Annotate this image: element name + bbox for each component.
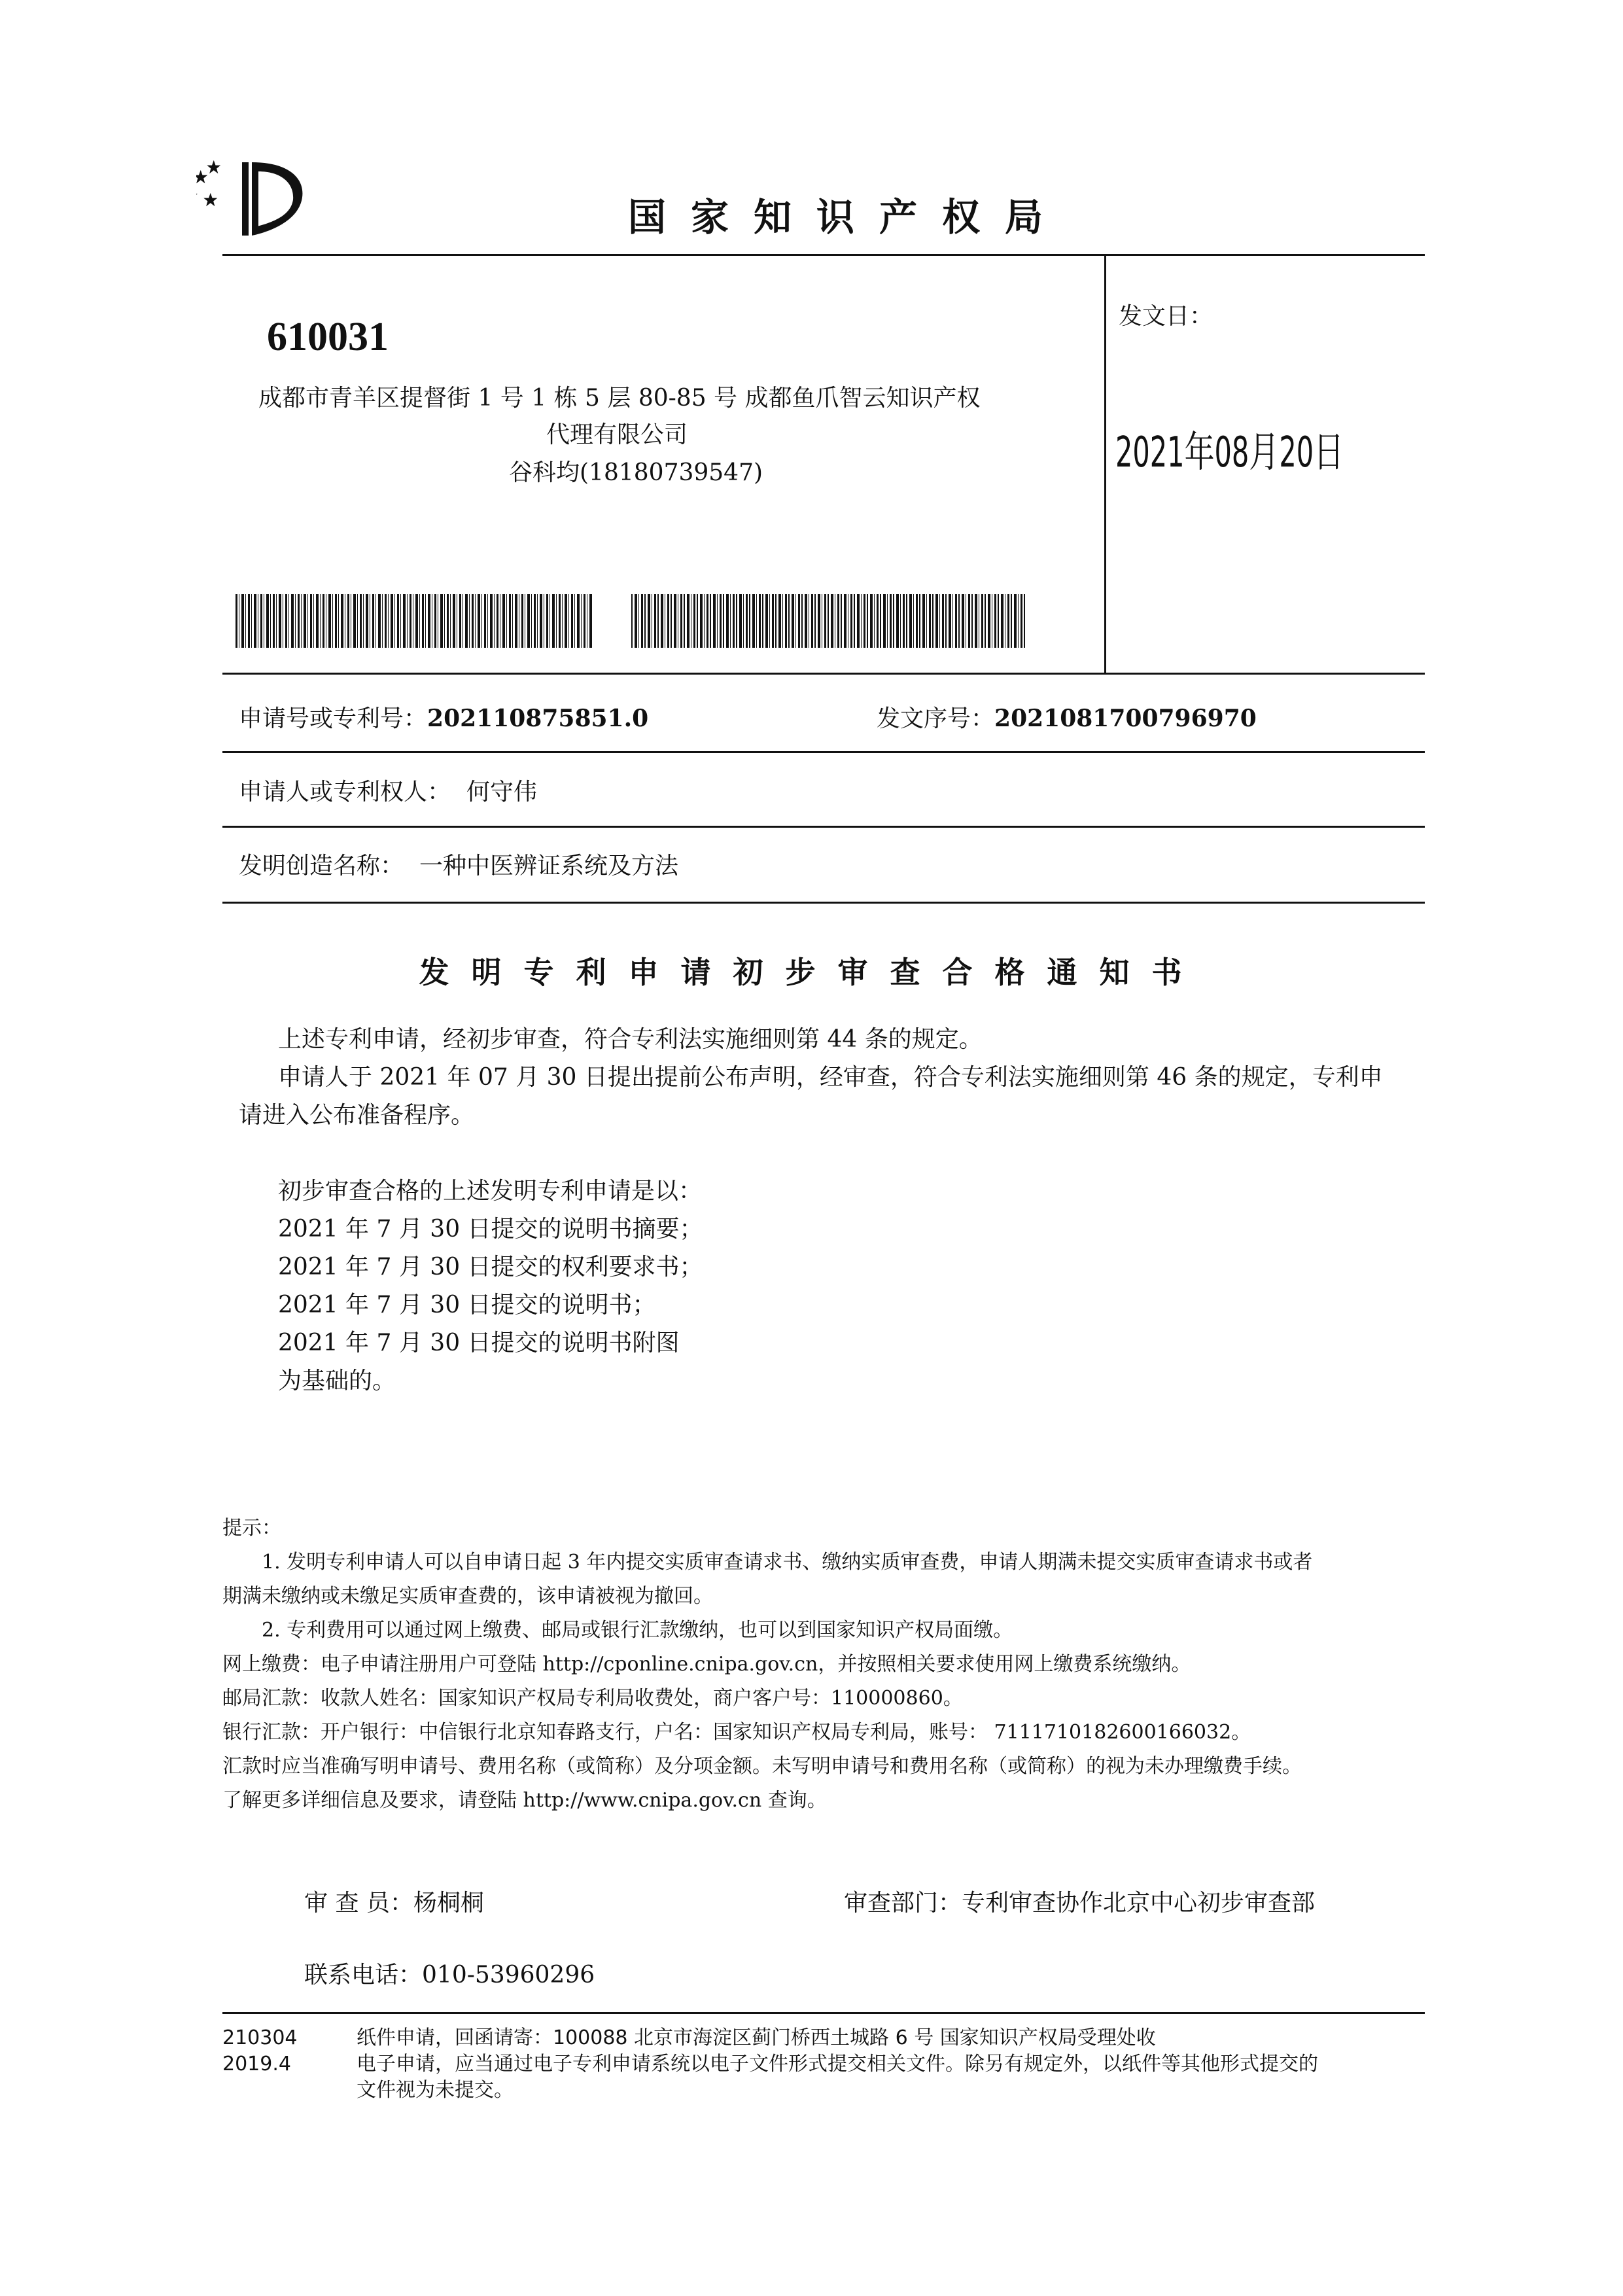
row-rule-3 (222, 902, 1425, 904)
footer-rule (222, 2012, 1425, 2014)
phone-label: 联系电话： (304, 1962, 423, 1988)
office-name: 国家知识产权局 (628, 195, 1068, 239)
body-paragraph-1: 上述专利申请，经初步审查，符合专利法实施细则第 44 条的规定。 (278, 1026, 983, 1053)
serial-number: 2021081700796970 (994, 705, 1257, 732)
basis-end: 为基础的。 (278, 1368, 396, 1394)
invention-name: 一种中医辨证系统及方法 (419, 853, 679, 879)
serial-number-label: 发文序号： (877, 705, 995, 732)
address-line-1: 成都市青羊区提督街 1 号 1 栋 5 层 80-85 号 成都鱼爪智云知识产权 (258, 385, 981, 412)
footer-line-1: 纸件申请，回函请寄：100088 北京市海淀区蓟门桥西土城路 6 号 国家知识产权局受理处收 (357, 2026, 1156, 2049)
applicant: 何守伟 (466, 779, 538, 805)
tip-bank: 银行汇款：开户银行：中信银行北京知春路支行，户名：国家知识产权局专利局，账号： 7111710182600166032。 (222, 1721, 1251, 1744)
department: 专利审查协作北京中心初步审查部 (962, 1890, 1316, 1916)
department-label: 审查部门： (844, 1890, 962, 1916)
footer-line-2: 电子申请，应当通过电子专利申请系统以电子文件形式提交相关文件。除另有规定外，以纸件等其他形式提交的 (357, 2053, 1318, 2075)
tip-post: 邮局汇款：收款人姓名：国家知识产权局专利局收费处，商户客户号：110000860。 (222, 1687, 963, 1710)
applicant-row (239, 773, 537, 807)
department-row (844, 1884, 1315, 1918)
phone-row (304, 1956, 595, 1990)
barcode-left (236, 594, 592, 648)
tip-1b: 期满未缴纳或未缴足实质审查费的，该申请被视为撤回。 (222, 1585, 713, 1608)
body-paragraph-2b: 请进入公布准备程序。 (239, 1102, 475, 1129)
basis-item: 2021 年 7 月 30 日提交的说明书摘要； (278, 1216, 703, 1243)
basis-item: 2021 年 7 月 30 日提交的说明书； (278, 1292, 656, 1318)
row-rule-1 (222, 751, 1425, 753)
tips-label: 提示： (222, 1517, 281, 1540)
dispatch-date-label: 发文日： (1119, 303, 1213, 330)
examiner: 杨桐桐 (413, 1890, 484, 1916)
basis-intro: 初步审查合格的上述发明专利申请是以： (278, 1178, 703, 1205)
row-rule-2 (222, 826, 1425, 828)
tip-1a: 1. 发明专利申请人可以自申请日起 3 年内提交实质审查请求书、缴纳实质审查费，申请人期满未提交实质审查请求书或者 (262, 1551, 1313, 1574)
footer-line-3: 文件视为未提交。 (357, 2079, 514, 2102)
invention-label: 发明创造名称： (239, 853, 404, 879)
notice-body (239, 1021, 1436, 1400)
tip-online: 网上缴费：电子申请注册用户可登陆 http://cponline.cnipa.gov.cn，并按照相关要求使用网上缴费系统缴纳。 (222, 1653, 1191, 1676)
barcode-right (631, 594, 1027, 648)
examiner-row (304, 1884, 484, 1918)
form-version: 2019.4 (222, 2053, 291, 2075)
address-line-2: 代理有限公司 (546, 421, 688, 448)
cnipa-logo (196, 157, 314, 242)
dispatch-date: 2021年08月20日 (1115, 429, 1344, 477)
invention-row (239, 847, 678, 881)
tip-2: 2. 专利费用可以通过网上缴费、邮局或银行汇款缴纳，也可以到国家知识产权局面缴。 (262, 1619, 1013, 1642)
notice-title: 发明专利申请初步审查合格通知书 (419, 955, 1204, 990)
application-number-label: 申请号或专利号： (239, 705, 428, 732)
tip-remit: 汇款时应当准确写明申请号、费用名称（或简称）及分项金额。未写明申请号和费用名称（或简称）的视为未办理缴费手续。 (222, 1755, 1302, 1778)
tip-more: 了解更多详细信息及要求，请登陆 http://www.cnipa.gov.cn 查询。 (222, 1789, 827, 1812)
form-code: 210304 (222, 2026, 298, 2049)
address-block-rule (222, 673, 1425, 675)
phone: 010-53960296 (422, 1962, 595, 1988)
tips (222, 1511, 1433, 1818)
examiner-label: 审 查 员： (304, 1890, 413, 1916)
contact: 谷科均(18180739547) (509, 459, 763, 486)
application-number: 202110875851.0 (427, 705, 649, 732)
basis-item: 2021 年 7 月 30 日提交的说明书附图 (278, 1330, 680, 1356)
date-divider (1104, 254, 1106, 673)
postcode: 610031 (267, 315, 389, 359)
basis-item: 2021 年 7 月 30 日提交的权利要求书； (278, 1254, 703, 1280)
footer-notes (357, 2025, 1429, 2104)
header-rule (222, 254, 1425, 256)
serial-number-row (877, 700, 1257, 733)
body-paragraph-2a: 申请人于 2021 年 07 月 30 日提出提前公布声明，经审查，符合专利法实施细则第 46 条的规定，专利申 (278, 1064, 1383, 1091)
applicant-label: 申请人或专利权人： (239, 779, 451, 805)
application-number-row (239, 700, 648, 733)
